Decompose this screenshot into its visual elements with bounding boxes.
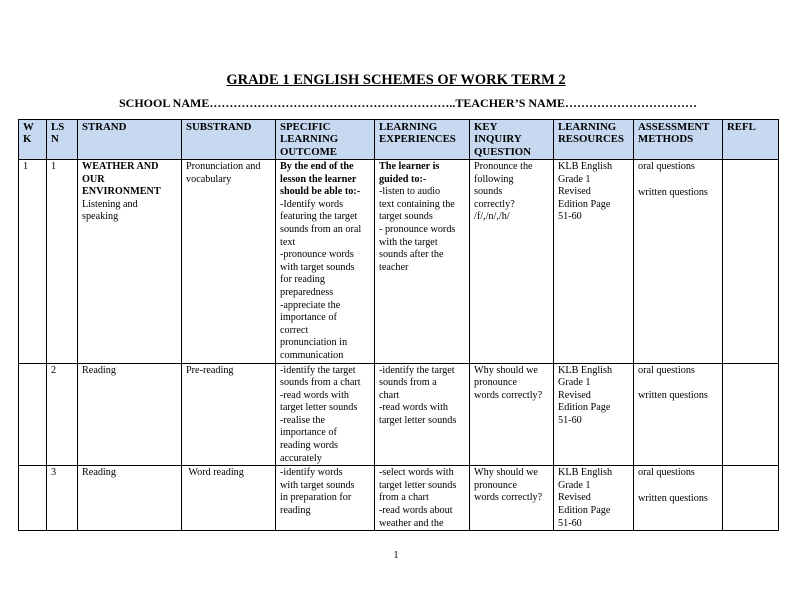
- outcome-line: reading words: [280, 440, 338, 452]
- resource-line: Grade 1: [558, 479, 591, 491]
- scheme-of-work-table: [18, 119, 779, 531]
- header-substrand: SUBSTRAND: [182, 120, 276, 160]
- header-resources: [554, 120, 634, 160]
- substrand-line: vocabulary: [186, 173, 232, 185]
- header-line: QUESTION: [474, 145, 531, 158]
- teacher-name-blank: ……………………………: [565, 96, 698, 110]
- table-row: [19, 363, 779, 466]
- header-lsn: [47, 120, 78, 160]
- outcome-line: target letter sounds: [280, 402, 358, 414]
- inquiry-line: pronounce: [474, 479, 517, 491]
- experience-line: -read words with: [379, 402, 449, 414]
- header-outcome: [276, 120, 375, 160]
- experience-line: target letter sounds: [379, 479, 457, 491]
- resource-line: Edition Page: [558, 402, 611, 414]
- assessment-line: written questions: [638, 390, 708, 402]
- outcome-line: -identify the target: [280, 364, 356, 376]
- outcome-line: in preparation for: [280, 492, 352, 504]
- outcome-line: accurately: [280, 452, 322, 464]
- assessment-line: oral questions: [638, 364, 695, 376]
- resource-line: 51-60: [558, 211, 582, 223]
- header-line: LEARNING: [280, 133, 339, 146]
- cell-lsn: 3: [47, 466, 78, 531]
- outcome-line: preparedness: [280, 286, 334, 298]
- table-row: [19, 160, 779, 364]
- cell-lsn: 2: [47, 363, 78, 466]
- resource-line: KLB English: [558, 161, 613, 172]
- inquiry-line: sounds: [474, 186, 503, 198]
- inquiry-line: pronounce: [474, 377, 517, 389]
- outcome-line: sounds from an oral: [280, 223, 362, 235]
- outcome-line: -appreciate the: [280, 299, 341, 311]
- experience-line: sounds from a: [379, 377, 437, 389]
- outcome-line: for reading: [280, 274, 325, 286]
- header-line: LS: [51, 121, 65, 133]
- resource-line: 51-60: [558, 414, 582, 426]
- header-line: OUTCOME: [280, 145, 337, 158]
- strand-line: Reading: [82, 467, 116, 479]
- header-inquiry: [470, 120, 554, 160]
- header-line: INQUIRY: [474, 133, 522, 146]
- page-number: 1: [393, 550, 399, 561]
- cell-wk: [19, 466, 47, 531]
- resource-line: Grade 1: [558, 377, 591, 389]
- cell-strand: [78, 466, 182, 531]
- header-line: LEARNING: [379, 121, 438, 133]
- header-assessment: [634, 120, 723, 160]
- experience-line: target letter sounds: [379, 414, 457, 426]
- header-line: N: [51, 133, 59, 146]
- outcome-line: -pronounce words: [280, 249, 354, 261]
- cell-refl: [723, 363, 779, 466]
- assessment-gap: [638, 377, 719, 390]
- cell-wk: 1: [19, 160, 47, 364]
- outcome-line: with target sounds: [280, 479, 355, 491]
- resource-line: Revised: [558, 186, 591, 198]
- cell-wk: [19, 363, 47, 466]
- experience-line: chart: [379, 389, 400, 401]
- resource-line: KLB English: [558, 364, 613, 376]
- cell-assessment: [634, 466, 723, 531]
- resource-line: Grade 1: [558, 173, 591, 185]
- header-line: LEARNING: [558, 121, 617, 133]
- header-line: ASSESSMENT: [638, 121, 710, 133]
- outcome-line: pronunciation in: [280, 337, 348, 349]
- document-title: GRADE 1 ENGLISH SCHEMES OF WORK TERM 2: [226, 72, 566, 88]
- outcome-line: By the end of the: [280, 161, 354, 172]
- substrand-line: Pronunciation and: [186, 161, 261, 172]
- cell-outcome: [276, 160, 375, 364]
- outcome-line: reading: [280, 505, 311, 517]
- cell-strand: [78, 363, 182, 466]
- strand-line: Reading: [82, 364, 116, 376]
- experience-line: -listen to audio: [379, 186, 441, 198]
- cell-resources: [554, 466, 634, 531]
- header-line: SPECIFIC: [280, 121, 331, 133]
- header-line: METHODS: [638, 133, 694, 146]
- cell-strand: [78, 160, 182, 364]
- header-line: K: [23, 133, 32, 146]
- header-refl: REFL: [723, 120, 779, 160]
- strand-line: speaking: [82, 211, 119, 223]
- cell-experiences: [375, 160, 470, 364]
- strand-line: Listening and: [82, 198, 138, 210]
- school-name-label: SCHOOL NAME: [119, 96, 210, 110]
- cell-outcome: [276, 363, 375, 466]
- outcome-line: communication: [280, 349, 344, 361]
- header-experiences: [375, 120, 470, 160]
- assessment-line: oral questions: [638, 161, 695, 172]
- header-line: KEY: [474, 121, 498, 133]
- school-teacher-line: [119, 96, 697, 111]
- assessment-gap: [638, 480, 719, 493]
- cell-outcome: [276, 466, 375, 531]
- resource-line: Edition Page: [558, 198, 611, 210]
- experience-line: from a chart: [379, 492, 429, 504]
- teacher-name-label: ..TEACHER’S NAME: [449, 96, 566, 110]
- resource-line: Edition Page: [558, 505, 611, 517]
- assessment-line: written questions: [638, 186, 708, 198]
- experience-line: teacher: [379, 261, 409, 273]
- outcome-line: with target sounds: [280, 261, 355, 273]
- outcome-line: sounds from a chart: [280, 377, 361, 389]
- outcome-line: correct: [280, 324, 309, 336]
- cell-substrand: [182, 363, 276, 466]
- strand-line: OUR: [82, 173, 105, 185]
- experience-line: -read words about: [379, 505, 453, 517]
- cell-lsn: 1: [47, 160, 78, 364]
- outcome-line: importance of: [280, 427, 337, 439]
- experience-line: weather and the: [379, 517, 444, 529]
- resource-line: 51-60: [558, 517, 582, 529]
- outcome-line: lesson the learner: [280, 173, 357, 185]
- inquiry-line: /f/,/n/,/h/: [474, 211, 510, 223]
- cell-inquiry: [470, 160, 554, 364]
- inquiry-line: Why should we: [474, 467, 538, 479]
- cell-inquiry: [470, 466, 554, 531]
- experience-line: -identify the target: [379, 364, 455, 376]
- cell-refl: [723, 466, 779, 531]
- header-line: RESOURCES: [558, 133, 624, 146]
- resource-line: Revised: [558, 389, 591, 401]
- experience-line: target sounds: [379, 211, 433, 223]
- cell-resources: [554, 363, 634, 466]
- table-row: [19, 466, 779, 531]
- inquiry-line: following: [474, 173, 514, 185]
- substrand-line: Word reading: [186, 467, 244, 479]
- strand-line: WEATHER AND: [82, 161, 159, 172]
- outcome-line: text: [280, 236, 296, 248]
- substrand-line: Pre-reading: [186, 364, 234, 376]
- strand-line: ENVIRONMENT: [82, 186, 161, 198]
- inquiry-line: words correctly?: [474, 389, 543, 401]
- cell-inquiry: [470, 363, 554, 466]
- outcome-line: -realise the: [280, 414, 325, 426]
- inquiry-line: correctly?: [474, 198, 515, 210]
- outcome-line: should be able to:-: [280, 186, 361, 198]
- resource-line: Revised: [558, 492, 591, 504]
- experience-line: with the target: [379, 236, 438, 248]
- outcome-line: -identify words: [280, 467, 343, 479]
- header-line: W: [23, 121, 34, 133]
- experience-line: sounds after the: [379, 249, 444, 261]
- cell-substrand: [182, 160, 276, 364]
- cell-assessment: [634, 160, 723, 364]
- header-wk: [19, 120, 47, 160]
- header-row: [19, 120, 779, 160]
- cell-experiences: [375, 363, 470, 466]
- assessment-line: written questions: [638, 492, 708, 504]
- experience-line: -select words with: [379, 467, 454, 479]
- inquiry-line: words correctly?: [474, 492, 543, 504]
- school-name-blank: ……………………………………………………: [209, 96, 450, 110]
- experience-line: guided to:-: [379, 173, 427, 185]
- cell-resources: [554, 160, 634, 364]
- experience-line: text containing the: [379, 198, 455, 210]
- cell-refl: [723, 160, 779, 364]
- inquiry-line: Why should we: [474, 364, 538, 376]
- outcome-line: importance of: [280, 312, 337, 324]
- header-strand: STRAND: [78, 120, 182, 160]
- assessment-gap: [638, 174, 719, 187]
- resource-line: KLB English: [558, 467, 613, 479]
- outcome-line: featuring the target: [280, 211, 358, 223]
- cell-substrand: [182, 466, 276, 531]
- assessment-line: oral questions: [638, 467, 695, 479]
- cell-experiences: [375, 466, 470, 531]
- inquiry-line: Pronounce the: [474, 161, 533, 172]
- header-line: EXPERIENCES: [379, 133, 456, 146]
- outcome-line: -Identify words: [280, 198, 344, 210]
- experience-line: - pronounce words: [379, 223, 456, 235]
- cell-assessment: [634, 363, 723, 466]
- experience-line: The learner is: [379, 161, 440, 172]
- outcome-line: -read words with: [280, 389, 350, 401]
